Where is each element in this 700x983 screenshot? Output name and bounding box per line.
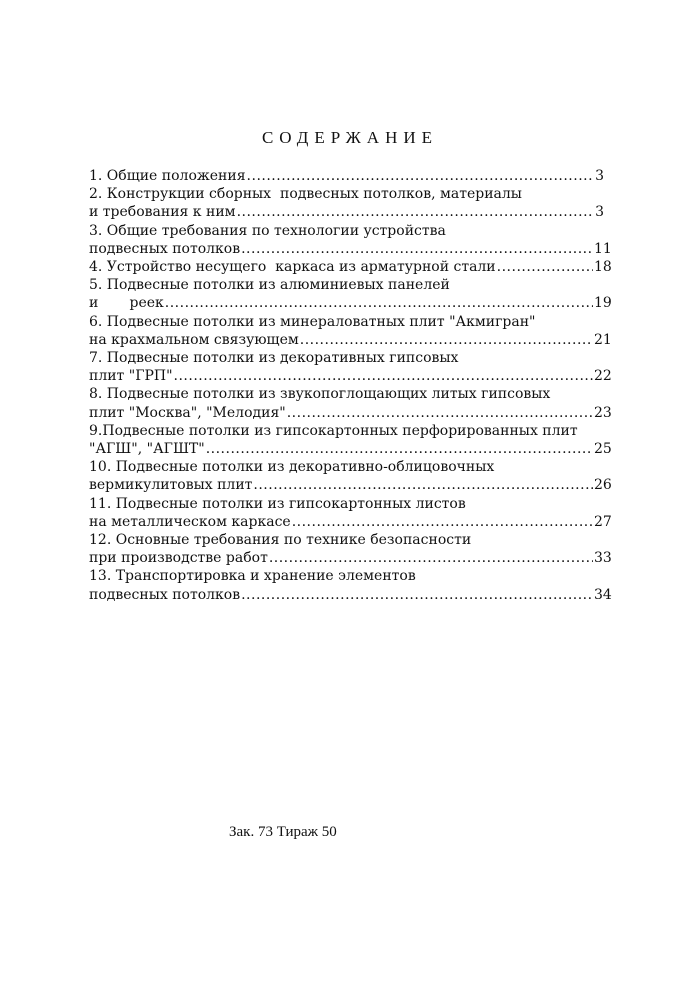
toc-entry: [89, 531, 612, 567]
toc-page-number: 19: [594, 295, 612, 312]
toc-entry-title-continued: плит "Москва", "Мелодия": [89, 404, 286, 421]
toc-entry: [89, 349, 612, 385]
toc-entry-title: 6. Подвесные потолки из минераловатных плит "Акмигран": [89, 313, 536, 330]
toc-entry-title: 1. Общие положения: [89, 168, 246, 184]
toc-entry-title-continued: плит "ГРП": [89, 368, 173, 385]
toc-page-number: 27: [594, 513, 612, 530]
toc-entry-title: 8. Подвесные потолки из звукопоглощающих литых гипсовых: [89, 386, 551, 403]
toc-page-number: 21: [594, 331, 612, 348]
toc-entry: [89, 567, 612, 603]
toc-entry: [89, 222, 612, 258]
toc-entry-title: 12. Основные требования по технике безопасности: [89, 532, 472, 549]
toc-page-number: 3: [595, 204, 604, 221]
toc-entry-title-continued: и реек: [89, 295, 164, 312]
toc-entry-title: 4. Устройство несущего каркаса из арматурной стали: [89, 259, 496, 276]
toc-page-number: 11: [594, 240, 612, 257]
toc-entry: [89, 258, 612, 276]
toc-entry-title-continued: вермикулитовых плит: [89, 477, 253, 494]
toc-entry-title: 9.Подвесные потолки из гипсокартонных перфорированных плит: [89, 422, 578, 439]
toc-page-number: 22: [594, 368, 612, 385]
toc-page-number: 3: [595, 168, 604, 184]
dot-leader: [241, 240, 593, 258]
dot-leader: [269, 549, 593, 567]
toc-entry-title: 10. Подвесные потолки из декоративно-облицовочных: [89, 459, 495, 476]
toc-page-number: 18: [594, 259, 612, 276]
toc-page-number: 25: [594, 441, 612, 458]
toc-entry-title-continued: "АГШ", "АГШТ": [89, 441, 205, 458]
toc-page-number: 33: [594, 550, 612, 567]
page-title: СОДЕРЖАНИЕ: [261, 128, 439, 147]
toc-entry: [89, 458, 612, 494]
toc-entry-title-continued: и требования к ним: [89, 204, 236, 221]
toc-entry-title: 5. Подвесные потолки из алюминиевых панелей: [89, 277, 450, 294]
toc-entry-title: 2. Конструкции сборных подвесных потолков, материалы: [89, 186, 522, 203]
toc-entry-title-continued: на металлическом каркасе: [89, 513, 291, 530]
toc-page-number: 34: [594, 586, 612, 603]
toc-entry-title: 3. Общие требования по технологии устройства: [89, 222, 446, 239]
print-info-footer: Зак. 73 Тираж 50: [229, 824, 337, 840]
toc-entry: [89, 422, 612, 458]
toc-entry-title: 7. Подвесные потолки из декоративных гипсовых: [89, 350, 459, 367]
table-of-contents: [89, 167, 612, 604]
toc-entry: [89, 185, 604, 221]
dot-leader: [206, 440, 593, 458]
toc-entry: [89, 495, 612, 531]
toc-entry-title-continued: при производстве работ: [89, 550, 268, 567]
toc-entry-title-continued: подвесных потолков: [89, 586, 241, 603]
toc-entry: [89, 167, 604, 185]
toc-page-number: 23: [594, 404, 612, 421]
toc-entry-title-continued: подвесных потолков: [89, 240, 241, 257]
toc-entry-title: 11. Подвесные потолки из гипсокартонных листов: [89, 495, 466, 512]
toc-entry: [89, 313, 612, 349]
dot-leader: [287, 404, 593, 422]
dot-leader: [237, 203, 593, 221]
toc-page-number: 26: [594, 477, 612, 494]
dot-leader: [497, 258, 593, 276]
dot-leader: [247, 167, 593, 185]
dot-leader: [300, 331, 593, 349]
dot-leader: [174, 367, 593, 385]
dot-leader: [165, 294, 593, 312]
toc-entry-title: 13. Транспортировка и хранение элементов: [89, 568, 416, 585]
dot-leader: [253, 476, 593, 494]
dot-leader: [292, 513, 593, 531]
toc-entry: [89, 276, 612, 312]
toc-entry: [89, 385, 612, 421]
toc-entry-title-continued: на крахмальном связующем: [89, 331, 299, 348]
dot-leader: [241, 586, 593, 604]
